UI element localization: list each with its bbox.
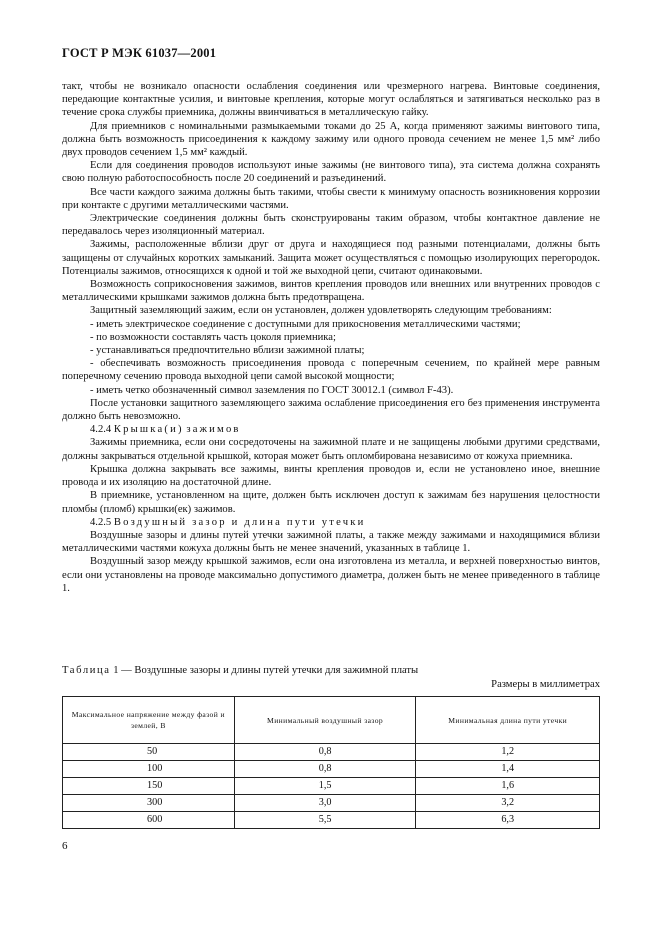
list-item: - устанавливаться предпочтительно вблизи зажимной платы; bbox=[90, 345, 365, 357]
table-row bbox=[63, 778, 600, 795]
table-cell: 100 bbox=[63, 761, 235, 778]
list-item: - иметь четко обозначенный символ заземления по ГОСТ 30012.1 (символ F-43). bbox=[90, 384, 454, 396]
table-cell: 1,5 bbox=[234, 778, 416, 795]
paragraph: Все части каждого зажима должны быть такими, чтобы свести к минимуму опасность возникновения коррозии при контакте с другими металлическими частями. bbox=[62, 186, 600, 211]
paragraph: После установки защитного заземляющего зажима ослабление присоединения его без применения инструмента должно быть невозможно. bbox=[62, 397, 600, 423]
table-cell: 300 bbox=[63, 795, 235, 812]
paragraph: Возможность соприкосновения зажимов, винтов крепления проводов или внешних или внутренних проводов с металлическими крышками зажимов должна быть предотвращена. bbox=[62, 279, 600, 304]
table-cell: 0,8 bbox=[234, 744, 416, 761]
table-caption-label: Таблица bbox=[62, 665, 111, 676]
table-row bbox=[63, 812, 600, 829]
document-header: ГОСТ Р МЭК 61037—2001 bbox=[62, 46, 217, 60]
table-cell: 1,6 bbox=[416, 778, 600, 795]
clearance-table bbox=[62, 696, 600, 829]
table-cell: 3,0 bbox=[234, 795, 416, 812]
paragraph: Зажимы приемника, если они сосредоточены на зажимной плате и не защищены любыми другими средствами, должны закрываться отдельной крышкой, которая может быть опломбирована независимо от кожуха приемника. bbox=[62, 437, 600, 462]
table-caption-text: 1 — Воздушные зазоры и длины путей утечки для зажимной платы bbox=[113, 665, 419, 676]
table-row bbox=[63, 795, 600, 812]
table-cell: 150 bbox=[63, 778, 235, 795]
table-header-row bbox=[63, 697, 600, 744]
header-air-gap: Минимальный воздушный зазор bbox=[234, 697, 416, 744]
section-title-a: Крышка(и) bbox=[113, 424, 184, 436]
list-item: - обеспечивать возможность присоединения провода с поперечным сечением, по крайней мере равным поперечному сечению провода выходной цепи самой высокой мощности; bbox=[62, 358, 600, 383]
section-heading-4-2-4 bbox=[62, 423, 600, 436]
paragraph: Электрические соединения должны быть сконструированы таким образом, чтобы контактное давление не передавалось через изоляционный материал. bbox=[62, 213, 600, 238]
paragraph: Для приемников с номинальными размыкаемыми токами до 25 А, когда применяют зажимы винтового типа, должна быть возможность присоединения к каждому зажиму или одного провода сечением не менее 1,5 мм² либо двух проводов сечением 1,5 мм² каждый. bbox=[62, 120, 600, 159]
paragraph: Воздушный зазор между крышкой зажимов, если она изготовлена из металла, и верхней поверхностью винтов, если они установлены на проводе максимально допустимого диаметра, должен быть не менее приведенного в таблице 1. bbox=[62, 556, 600, 594]
section-title: Воздушный зазор и длина пути утечки bbox=[113, 516, 366, 528]
section-heading-4-2-5 bbox=[62, 516, 600, 529]
section-title-b: зажимов bbox=[186, 424, 241, 436]
table-cell: 0,8 bbox=[234, 761, 416, 778]
header-voltage: Максимальное напряжение между фазой и землей, В bbox=[63, 697, 235, 744]
table-cell: 1,2 bbox=[416, 744, 600, 761]
table-row bbox=[63, 744, 600, 761]
page-number: 6 bbox=[62, 840, 68, 852]
table-cell: 6,3 bbox=[416, 812, 600, 829]
section-number: 4.2.5 bbox=[90, 516, 112, 528]
body-text bbox=[62, 80, 600, 595]
table-row bbox=[63, 761, 600, 778]
paragraph: Крышка должна закрывать все зажимы, винты крепления проводов и, если не установлено иное, внешние провода и их изоляцию на достаточной длине. bbox=[62, 463, 600, 489]
table-cell: 5,5 bbox=[234, 812, 416, 829]
paragraph: Зажимы, расположенные вблизи друг от друга и находящиеся под разными потенциалами, должны быть защищены от случайных коротких замыканий. Защита может осуществляться с помощью изолирующих перегородок. Потенциалы зажимов, относящихся к одной и той же выходной цепи, считают одинаковыми. bbox=[62, 239, 600, 277]
section-number: 4.2.4 bbox=[90, 424, 112, 436]
header-creepage: Минимальная длина пути утечки bbox=[416, 697, 600, 744]
paragraph: В приемнике, установленном на щите, должен быть исключен доступ к зажимам без нарушения целостности пломбы (пломб) крышки(ек) зажимов. bbox=[62, 490, 600, 515]
table-caption bbox=[62, 665, 418, 676]
table-cell: 3,2 bbox=[416, 795, 600, 812]
paragraph: Защитный заземляющий зажим, если он установлен, должен удовлетворять следующим требованиям: bbox=[90, 305, 552, 317]
paragraph: Если для соединения проводов используют иные зажимы (не винтового типа), эта система должна сохранять свою полную работоспособность после 20 соединений и разъединений. bbox=[62, 160, 600, 185]
table-cell: 1,4 bbox=[416, 761, 600, 778]
list-item: - по возможности составлять часть цоколя приемника; bbox=[90, 331, 336, 343]
list-item: - иметь электрическое соединение с доступными для прикосновения металлическими частями; bbox=[90, 318, 521, 330]
table-cell: 600 bbox=[63, 812, 235, 829]
table-units: Размеры в миллиметрах bbox=[491, 679, 600, 690]
paragraph: Воздушные зазоры и длины путей утечки зажимной платы, а также между зажимами и находящимися вблизи металлическими частями кожуха должны быть не менее значений, указанных в таблице 1. bbox=[62, 529, 600, 555]
table-cell: 50 bbox=[63, 744, 235, 761]
paragraph: такт, чтобы не возникало опасности ослабления соединения или чрезмерного нагрева. Винтовые соединения, передающие контактные усилия, и винтовые крепления, которые могут ослабляться и затягиваться несколько раз в течение срока службы приемника, должны ввинчиваться в металлическую гайку. bbox=[62, 81, 600, 119]
